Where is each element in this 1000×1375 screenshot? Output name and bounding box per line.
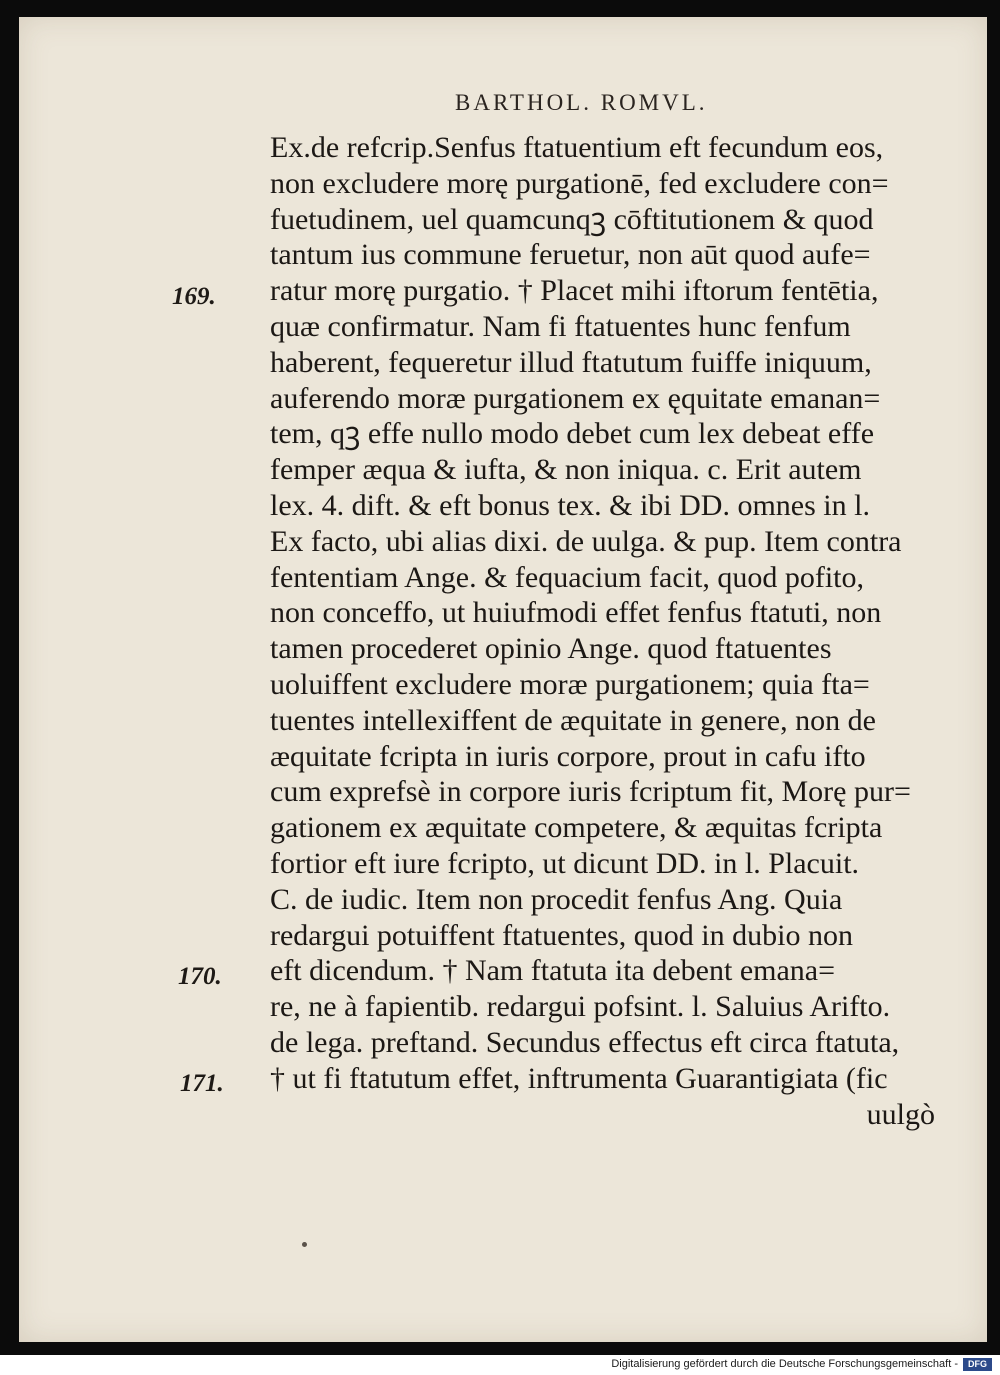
text-line: uoluiffent excludere moræ purgationem; quia fta=	[270, 667, 870, 701]
text-line: æquitate fcripta in iuris corpore, prout in cafu ifto	[270, 739, 866, 773]
body-text	[270, 130, 935, 1132]
text-line: Ex.de refcrip.Senfus ftatuentium eft fecundum eos,	[270, 131, 884, 164]
text-line: fortior eft iure fcripto, ut dicunt DD. in l. Placuit.	[270, 846, 860, 880]
ink-speck	[302, 1242, 307, 1247]
text-line: re, ne à fapientib. redargui pofsint. l. Saluius Arifto.	[270, 990, 891, 1024]
margin-number-170: 170.	[178, 963, 222, 990]
text-line: Ex facto, ubi alias dixi. de uulga. & pup. Item contra	[270, 524, 902, 558]
text-line: fuetudinem, uel quamcunqꝫ cōftitutionem & quod	[270, 202, 874, 236]
text-line: tuentes intellexiffent de æquitate in genere, non de	[270, 703, 876, 737]
footer-credit: Digitalisierung gefördert durch die Deutsche Forschungsgemeinschaft -	[611, 1358, 958, 1370]
text-line: haberent, fequeretur illud ftatutum fuiffe iniquum,	[270, 345, 872, 379]
text-line: cum exprefsè in corpore iuris fcriptum fit, Morę pur=	[270, 775, 911, 809]
catchword: uulgò	[866, 1097, 935, 1131]
text-line: auferendo moræ purgationem ex ęquitate emanan=	[270, 381, 881, 415]
text-line: gationem ex æquitate competere, & æquitas fcripta	[270, 811, 883, 845]
footer-bar	[0, 1355, 1000, 1375]
text-line: femper æqua & iufta, & non iniqua. c. Erit autem	[270, 453, 862, 487]
text-line: fententiam Ange. & fequacium facit, quod pofito,	[270, 560, 864, 594]
text-line: † ut fi ftatutum effet, inftrumenta Guarantigiata (fic	[270, 1061, 888, 1095]
text-line: redargui potuiffent ftatuentes, quod in dubio non	[270, 918, 853, 952]
margin-number-169: 169.	[172, 283, 216, 310]
text-line: tamen procederet opinio Ange. quod ftatuentes	[270, 632, 832, 666]
text-line: non excludere morę purgationē, fed excludere con=	[270, 166, 889, 200]
text-line: eft dicendum. † Nam ftatuta ita debent emana=	[270, 954, 836, 988]
text-line: de lega. preftand. Secundus effectus eft circa ftatuta,	[270, 1025, 900, 1059]
margin-number-171: 171.	[180, 1070, 224, 1097]
text-line: non conceffo, ut huiufmodi effet fenfus ftatuti, non	[270, 596, 882, 630]
running-head: BARTHOL. ROMVL.	[455, 90, 708, 115]
text-line: tantum ius commune feruetur, non aūt quod aufe=	[270, 238, 871, 272]
dfg-logo-icon: DFG	[963, 1358, 992, 1371]
text-line: quæ confirmatur. Nam fi ftatuentes hunc fenfum	[270, 309, 851, 343]
text-line: lex. 4. dift. & eft bonus tex. & ibi DD. omnes in l.	[270, 488, 870, 522]
text-line: tem, qꝫ effe nullo modo debet cum lex debeat effe	[270, 417, 875, 451]
text-line: C. de iudic. Item non procedit fenfus Ang. Quia	[270, 882, 843, 916]
text-line: ratur morę purgatio. † Placet mihi iftorum fentētia,	[270, 274, 879, 308]
